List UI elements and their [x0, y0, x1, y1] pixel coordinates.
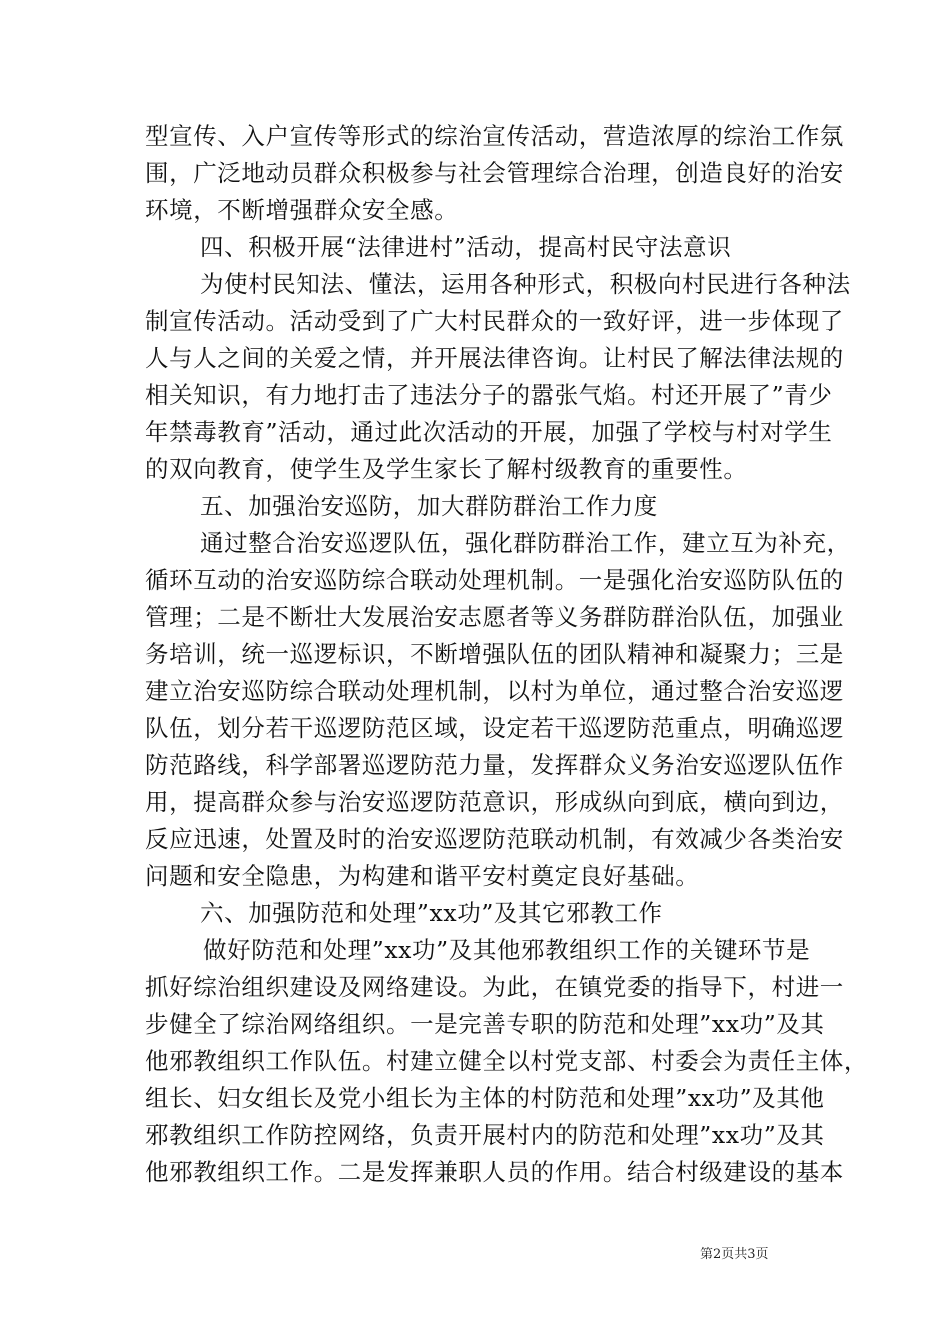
- body-text-line: 队伍，划分若干巡逻防范区域，设定若干巡逻防范重点，明确巡逻: [145, 714, 844, 742]
- body-text-line: 建立治安巡防综合联动处理机制，以村为单位，通过整合治安巡逻: [145, 677, 844, 705]
- body-text-line: 抓好综治组织建设及网络建设。为此，在镇党委的指导下，村进一: [145, 973, 844, 1001]
- body-text-line: 循环互动的治安巡防综合联动处理机制。一是强化治安巡防队伍的: [145, 566, 844, 594]
- body-text-line: 他邪教组织工作队伍。村建立健全以村党支部、村委会为责任主体，: [145, 1047, 868, 1075]
- body-text-line: 相关知识，有力地打击了违法分子的嚣张气焰。村还开展了”青少: [145, 381, 833, 409]
- body-text-line: 的双向教育，使学生及学生家长了解村级教育的重要性。: [145, 455, 748, 483]
- section-heading: 五、加强治安巡防，加大群防群治工作力度: [200, 492, 658, 520]
- body-text-line: 通过整合治安巡逻队伍，强化群防群治工作，建立互为补充，: [200, 529, 851, 557]
- body-text-line: 反应迅速，处置及时的治安巡逻防范联动机制，有效减少各类治安: [145, 825, 844, 853]
- body-text-line: 防范路线，科学部署巡逻防范力量，发挥群众义务治安巡逻队伍作: [145, 751, 844, 779]
- body-text-line: 型宣传、入户宣传等形式的综治宣传活动，营造浓厚的综治工作氛: [145, 122, 844, 150]
- body-text-line: 他邪教组织工作。二是发挥兼职人员的作用。结合村级建设的基本: [145, 1158, 844, 1186]
- page-number-footer: 第2页共3页: [700, 1247, 769, 1262]
- body-text-line: 邪教组织工作防控网络，负责开展村内的防范和处理”xx功”及其: [145, 1121, 825, 1149]
- section-heading: 四、积极开展“法律进村”活动，提高村民守法意识: [200, 233, 732, 261]
- body-text-line: 为使村民知法、懂法，运用各种形式，积极向村民进行各种法: [200, 270, 851, 298]
- body-text-line: 务培训，统一巡逻标识，不断增强队伍的团队精神和凝聚力；三是: [145, 640, 844, 668]
- body-text-line: 管理；二是不断壮大发展治安志愿者等义务群防群治队伍，加强业: [145, 603, 844, 631]
- body-text-line: 环境，不断增强群众安全感。: [145, 196, 459, 224]
- body-text-line: 做好防范和处理”xx功”及其他邪教组织工作的关键环节是: [203, 936, 811, 964]
- body-text-line: 用，提高群众参与治安巡逻防范意识，形成纵向到底，横向到边，: [145, 788, 844, 816]
- body-text-line: 人与人之间的关爱之情，并开展法律咨询。让村民了解法律法规的: [145, 344, 844, 372]
- section-heading: 六、加强防范和处理”xx功”及其它邪教工作: [200, 899, 663, 927]
- body-text-line: 步健全了综治网络组织。一是完善专职的防范和处理”xx功”及其: [145, 1010, 825, 1038]
- body-text-line: 问题和安全隐患，为构建和谐平安村奠定良好基础。: [145, 862, 700, 890]
- body-text-line: 制宣传活动。活动受到了广大村民群众的一致好评，进一步体现了: [145, 307, 844, 335]
- body-text-line: 组长、妇女组长及党小组长为主体的村防范和处理”xx功”及其他: [145, 1084, 825, 1112]
- body-text-line: 年禁毒教育”活动，通过此次活动的开展，加强了学校与村对学生: [145, 418, 833, 446]
- body-text-line: 围，广泛地动员群众积极参与社会管理综合治理，创造良好的治安: [145, 159, 844, 187]
